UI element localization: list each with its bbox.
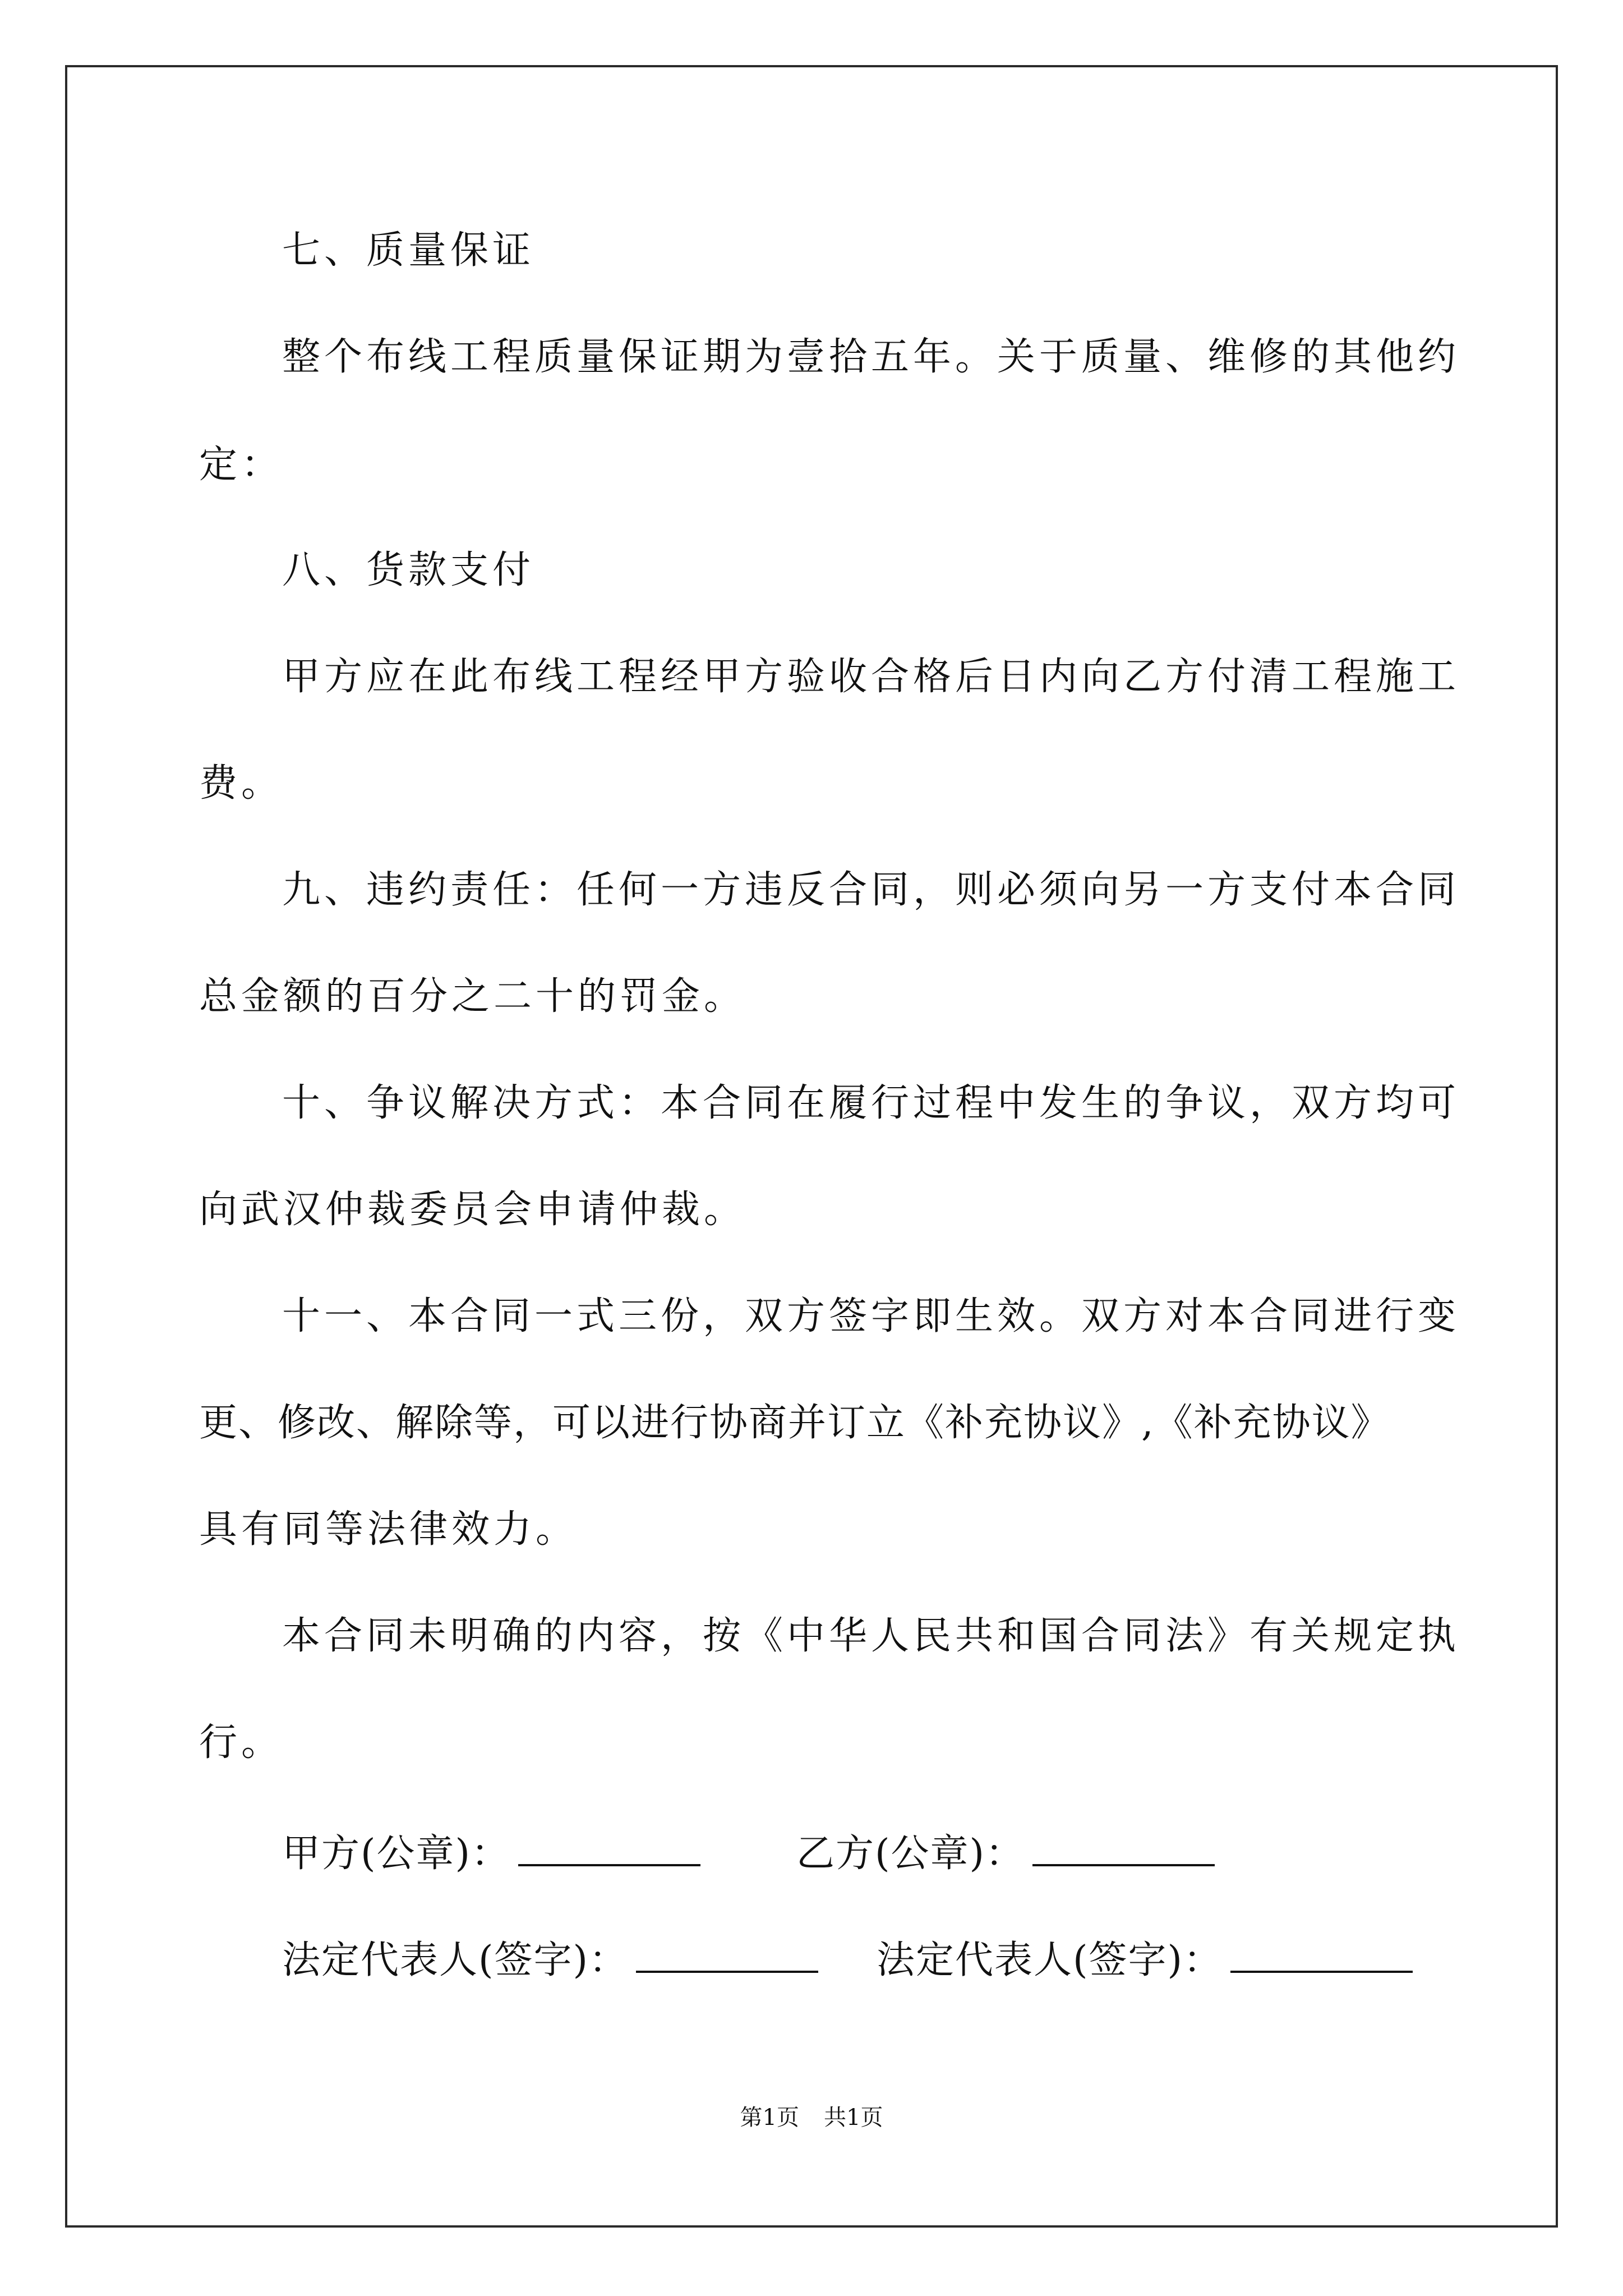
signature-blank[interactable] [518,1830,700,1866]
signature-label: 乙方(公章)： [796,1832,1025,1876]
paragraph-line: 向武汉仲裁委员会申请仲裁。 [199,1188,746,1232]
paragraph-line: 十、争议解决方式：本合同在履行过程中发生的争议，双方均可 [282,1081,1460,1125]
paragraph-line: 本合同未明确的内容，按《中华人民共和国合同法》有关规定执 [282,1614,1460,1658]
signature-label: 甲方(公章)： [282,1832,511,1876]
signature-label: 法定代表人(签字)： [282,1938,629,1982]
page-number-total: 共1页 [824,2105,883,2131]
signature-party-b-rep [877,1937,1413,1980]
paragraph-line: 甲方应在此布线工程经甲方验收合格后日内向乙方付清工程施工 [282,655,1460,699]
page-footer [0,2100,1623,2132]
paragraph-line: 九、违约责任：任何一方违反合同，则必须向另一方支付本合同 [282,868,1460,912]
signature-blank[interactable] [636,1937,818,1973]
paragraph-line: 更、修改、解除等，可以进行协商并订立《补充协议》,《补充协议》 [199,1401,1390,1445]
page-border [65,65,1558,2228]
signature-party-b-seal [796,1830,1215,1876]
signature-blank[interactable] [1032,1830,1215,1866]
signature-party-a-rep [282,1937,818,1980]
paragraph-line: 总金额的百分之二十的罚金。 [199,974,746,1019]
paragraph-line: 具有同等法律效力。 [199,1507,578,1552]
paragraph-line: 十一、本合同一式三份，双方签字即生效。双方对本合同进行变 [282,1294,1460,1338]
section-heading-quality: 七、质量保证 [282,228,535,273]
section-heading-payment: 八、货款支付 [282,548,535,592]
signature-party-a-seal [282,1830,700,1876]
signature-label: 法定代表人(签字)： [877,1938,1223,1982]
paragraph-line: 行。 [199,1720,284,1765]
page-number-current: 第1页 [740,2105,799,2131]
paragraph-line: 费。 [199,761,284,806]
signature-blank[interactable] [1230,1937,1413,1973]
paragraph-line: 定： [199,443,284,487]
paragraph-line: 整个布线工程质量保证期为壹拾五年。关于质量、维修的其他约 [282,335,1460,379]
